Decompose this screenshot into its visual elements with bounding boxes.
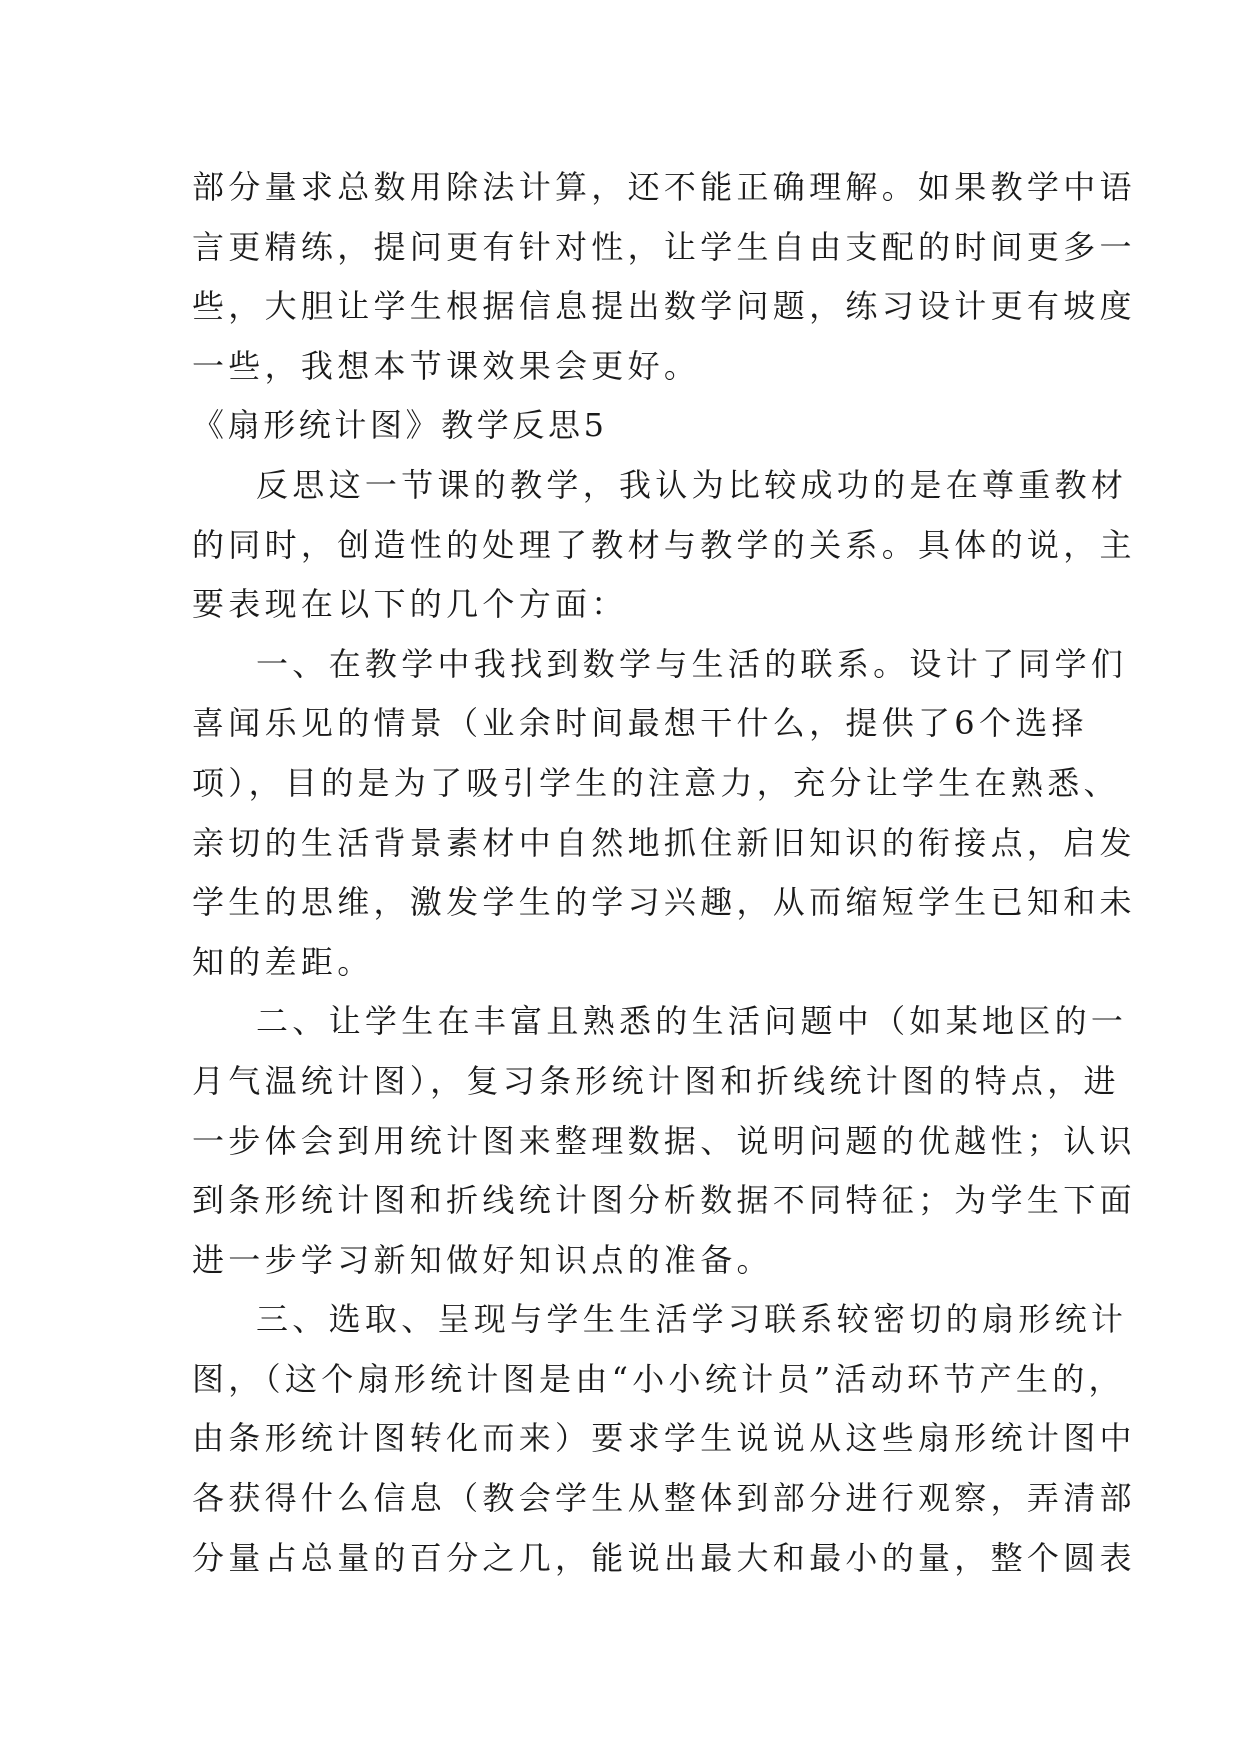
text-line: 到条形统计图和折线统计图分析数据不同特征；为学生下面	[192, 1181, 1136, 1220]
text-line: 言更精练，提问更有针对性，让学生自由支配的时间更多一	[192, 227, 1136, 266]
text-line: 知的差距。	[192, 942, 374, 981]
text-line: 分量占总量的百分之几，能说出最大和最小的量，整个圆表	[192, 1538, 1136, 1577]
text-line: 的同时，创造性的处理了教材与教学的关系。具体的说，主	[192, 525, 1136, 564]
paragraph-first-line: 二、让学生在丰富且熟悉的生活问题中（如某地区的一	[256, 1002, 1128, 1041]
text-line: 由条形统计图转化而来）要求学生说说从这些扇形统计图中	[192, 1419, 1136, 1458]
text-line: 学生的思维，激发学生的学习兴趣，从而缩短学生已知和未	[192, 883, 1136, 922]
text-line: 要表现在以下的几个方面：	[192, 585, 628, 624]
text-line: 亲切的生活背景素材中自然地抓住新旧知识的衔接点，启发	[192, 823, 1136, 862]
text-line: 部分量求总数用除法计算，还不能正确理解。如果教学中语	[192, 168, 1136, 206]
text-line: 进一步学习新知做好知识点的准备。	[192, 1240, 773, 1279]
paragraph-first-line: 三、选取、呈现与学生生活学习联系较密切的扇形统计	[256, 1300, 1128, 1339]
text-line: 一步体会到用统计图来整理数据、说明问题的优越性；认识	[192, 1121, 1136, 1160]
section-heading: 《扇形统计图》教学反思5	[192, 406, 608, 445]
text-line: 月气温统计图），复习条形统计图和折线统计图的特点，进	[192, 1061, 1120, 1100]
text-line: 图，（这个扇形统计图是由“小小统计员”活动环节产生的，	[192, 1359, 1125, 1398]
text-line: 一些，我想本节课效果会更好。	[192, 346, 701, 385]
text-line: 项），目的是为了吸引学生的注意力，充分让学生在熟悉、	[192, 763, 1120, 802]
text-line: 喜闻乐见的情景（业余时间最想干什么，提供了6个选择	[192, 704, 1088, 743]
text-line: 些，大胆让学生根据信息提出数学问题，练习设计更有坡度	[192, 287, 1136, 326]
text-line: 各获得什么信息（教会学生从整体到部分进行观察，弄清部	[192, 1479, 1136, 1518]
paragraph-first-line: 反思这一节课的教学，我认为比较成功的是在尊重教材	[256, 465, 1128, 504]
body-text	[192, 158, 1136, 1588]
paragraph-first-line: 一、在教学中我找到数学与生活的联系。设计了同学们	[256, 644, 1128, 683]
